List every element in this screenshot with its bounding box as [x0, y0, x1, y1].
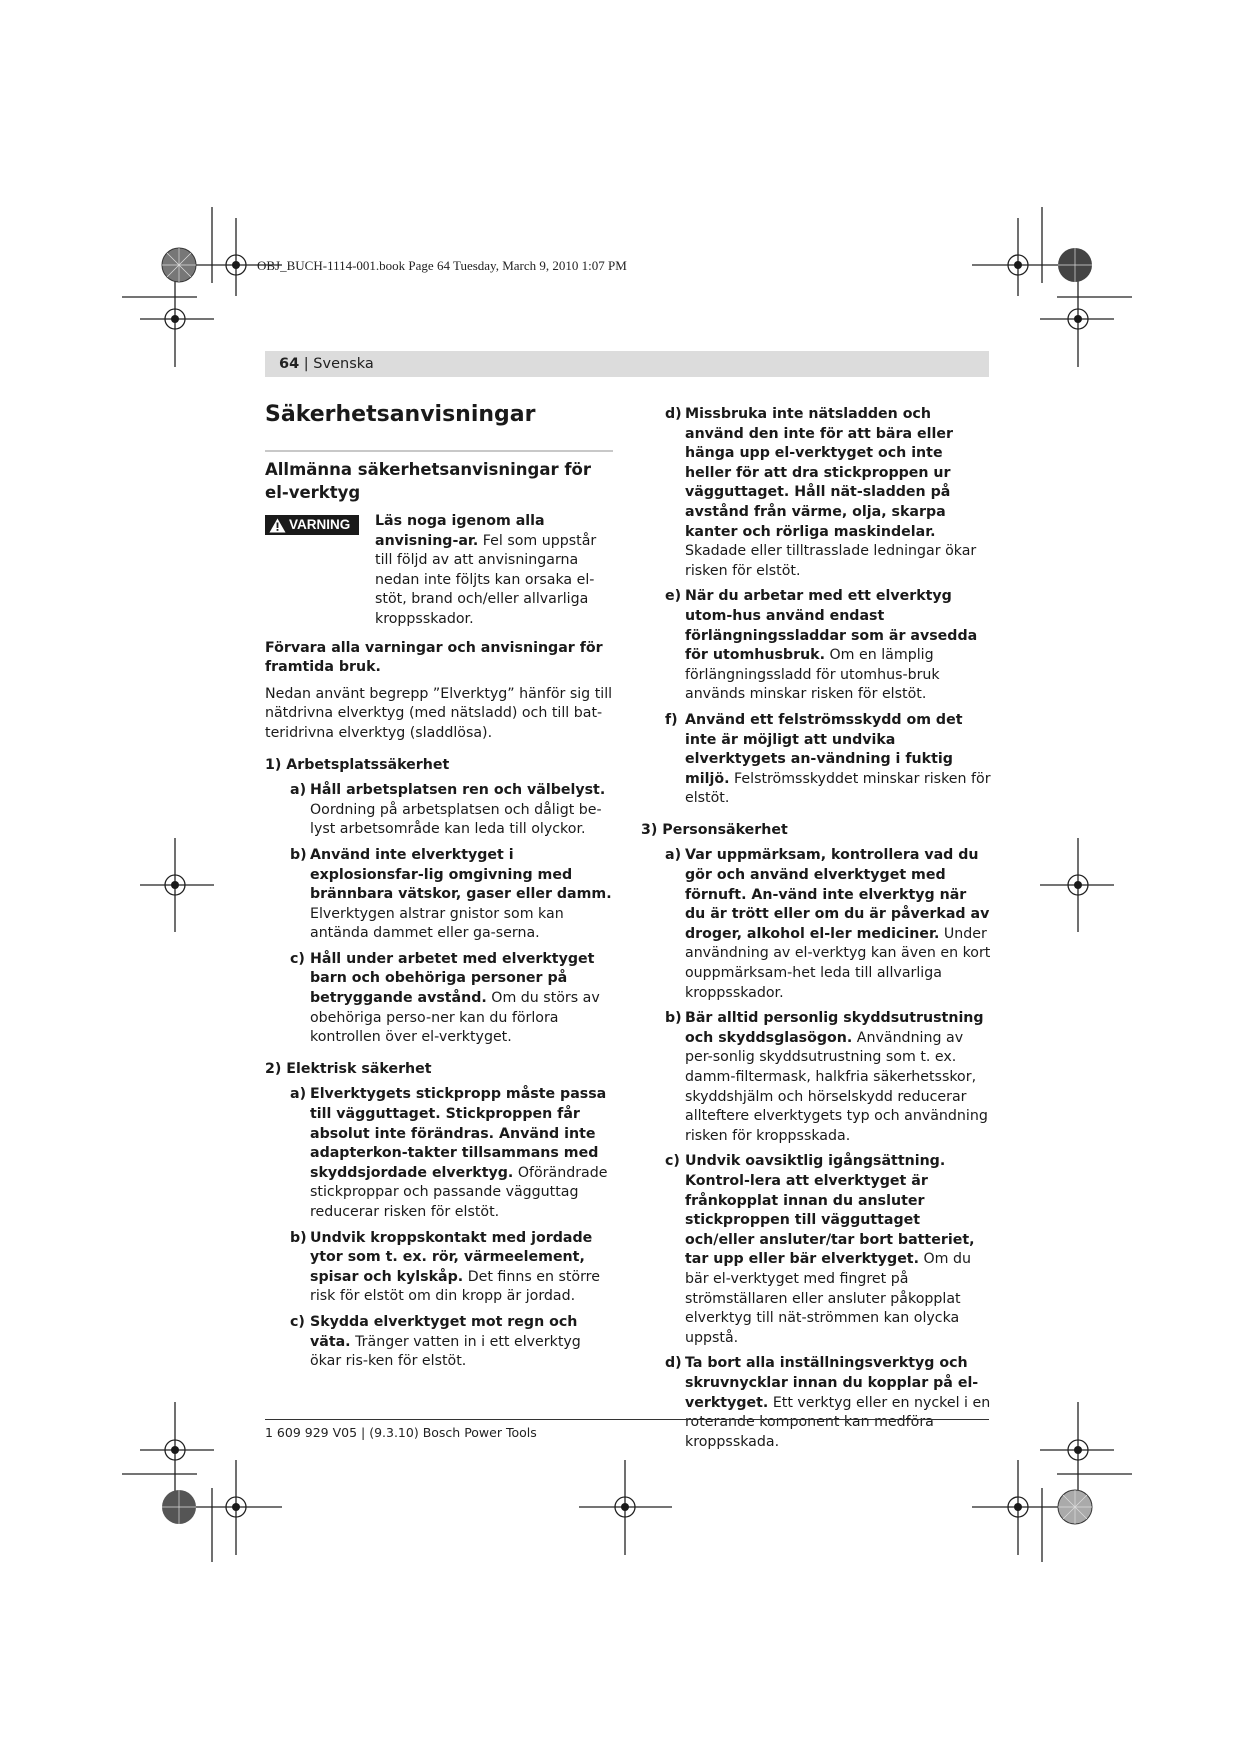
warning-bold: Läs noga igenom alla anvisning-ar. — [375, 513, 545, 549]
item-text: Tränger vatten in i ett elverktyg ökar ris-ken för elstöt. — [310, 1333, 581, 1370]
list-item — [641, 1009, 991, 1146]
list-item — [265, 1229, 615, 1307]
item-bold: Håll under arbetet med elverktyget barn och obehöriga personer på betryggande avstånd. — [310, 950, 595, 1007]
item-label: d) — [665, 406, 682, 422]
page-header-bar — [265, 351, 989, 377]
list-item — [265, 1085, 615, 1222]
item-label: c) — [290, 1313, 305, 1330]
item-bold: Använd ett felströmsskydd om det inte är möjligt att undvika elverktygets an-vändning i fuktig miljö. — [685, 711, 963, 787]
list-item — [265, 950, 615, 1048]
item-text: Oordning på arbetsplatsen och dåligt be-lyst arbetsområde kan leda till olyckor. — [310, 801, 602, 838]
item-text: Om du störs av obehöriga perso-ner kan du förlora kontrollen över el-verktyget. — [310, 990, 600, 1046]
item-label: e) — [665, 588, 682, 605]
definition-text: Nedan använt begrepp ”Elverktyg” hänför sig till nätdrivna elverktyg (med nätsladd) och till bat-teridrivna elverktyg (sladdlösa). — [265, 685, 613, 741]
page-header-text — [279, 356, 374, 372]
item-label: b) — [290, 846, 307, 863]
item-bold: Elverktygets stickpropp måste passa till vägguttaget. Stickproppen får absolut inte förändras. Använd inte adapterkon-takter tillsammans med skyddsjordade elverktyg. — [310, 1086, 607, 1181]
warning-block — [265, 512, 615, 630]
warning-badge — [265, 515, 359, 535]
page-title: Säkerhetsanvisningar — [265, 402, 536, 427]
warning-badge-label: VARNING — [289, 517, 351, 532]
item-bold: Undvik kroppskontakt med jordade ytor som t. ex. rör, värmeelement, spisar och kylskåp. — [310, 1229, 593, 1285]
item-text: Om du bär el-verktyget med fingret på strömställaren eller ansluter påkopplat elverktyg till nät-strömmen kan olycka uppstå. — [685, 1251, 971, 1346]
item-label: a) — [290, 1086, 307, 1103]
section-heading: 1) Arbetsplatssäkerhet — [265, 756, 450, 773]
item-label: a) — [665, 847, 682, 864]
item-text: Det finns en större risk för elstöt om din kropp är jordad. — [310, 1268, 600, 1305]
item-bold: Håll arbetsplatsen ren och välbelyst. — [310, 782, 606, 799]
list-item — [641, 405, 991, 581]
item-text: Felströmsskyddet minskar risken för elstöt. — [685, 770, 991, 807]
item-label: c) — [290, 950, 305, 967]
item-bold: Undvik oavsiktlig igångsättning. Kontrol-lera att elverktyget är frånkopplat innan du ansluter stickproppen till vägguttaget och/eller ansluter/tar bort batteriet, tar upp eller bär elverktyget. — [685, 1153, 975, 1268]
item-label: a) — [290, 782, 307, 799]
pdf-header-line: OBJ_BUCH-1114-001.book Page 64 Tuesday, March 9, 2010 1:07 PM — [257, 258, 627, 273]
item-bold: När du arbetar med ett elverktyg utom-hus använd endast förlängningssladdar som är avsedda för utomhusbruk. — [685, 588, 978, 664]
right-column — [641, 405, 991, 1458]
item-label: f) — [665, 711, 678, 728]
title-divider — [265, 450, 613, 452]
item-bold: Skydda elverktyget mot regn och väta. — [310, 1313, 578, 1350]
list-item — [641, 711, 991, 809]
item-text: Elverktygen alstrar gnistor som kan antända dammet eller ga-serna. — [310, 905, 564, 942]
list-item — [265, 781, 615, 840]
list-item — [641, 846, 991, 1003]
list-item — [265, 1313, 615, 1372]
warning-triangle-icon — [269, 518, 286, 533]
item-bold: Var uppmärksam, kontrollera vad du gör och använd elverktyget med förnuft. An-vänd inte elverktyg när du är trött eller om du är påverkad av droger, alkohol el-ler mediciner. — [685, 847, 990, 942]
item-bold: Missbruka inte nätsladden och använd den inte för att bära eller hänga upp el-verktyget och inte heller för att dra stickproppen ur vägguttaget. Håll nät-sladden på avstånd från värme, olja, skarpa kanter och rörliga maskindelar. — [685, 406, 953, 540]
header-language: Svenska — [313, 356, 374, 372]
item-text: Om en lämplig förlängningssladd för utomhus-bruk används minskar risken för elstöt. — [685, 647, 940, 703]
list-item — [641, 587, 991, 705]
item-bold: Ta bort alla inställningsverktyg och skruvnycklar innan du kopplar på el-verktyget. — [685, 1355, 979, 1411]
item-text: Under användning av el-verktyg kan även en kort ouppmärksam-het leda till allvarliga kroppsskador. — [685, 925, 991, 1001]
section-heading: 2) Elektrisk säkerhet — [265, 1060, 432, 1077]
item-label: b) — [290, 1229, 307, 1246]
left-column — [265, 400, 615, 1378]
item-text: Ett verktyg eller en nyckel i en roterande komponent kan medföra kroppsskada. — [685, 1394, 991, 1450]
page-footer: 1 609 929 V05 | (9.3.10) Bosch Power Tools — [265, 1425, 537, 1440]
header-separator: | — [299, 356, 314, 372]
warning-text: Fel som uppstår till följd av att anvisningarna nedan inte följts kan orsaka el-stöt, brand och/eller allvarliga kroppsskador. — [375, 532, 597, 627]
footer-divider — [265, 1419, 989, 1420]
section-subtitle: Allmänna säkerhetsanvisningar för el-verktyg — [265, 460, 591, 502]
item-text: Skadade eller tilltrasslade ledningar ökar risken för elstöt. — [685, 543, 977, 579]
section-heading: 3) Personsäkerhet — [641, 821, 788, 838]
list-item — [641, 1152, 991, 1348]
item-label: c) — [665, 1153, 680, 1170]
list-item — [265, 846, 615, 944]
page-number: 64 — [279, 356, 300, 372]
item-text: Användning av per-sonlig skyddsutrustning som t. ex. damm-filtermask, halkfria säkerhetsskor, skyddshjälm och hörselskydd reducerar allteftere elverktygets typ och användning risken för kroppsskada. — [685, 1029, 988, 1144]
item-label: d) — [665, 1355, 682, 1372]
item-bold: Använd inte elverktyget i explosionsfar-lig omgivning med brännbara vätskor, gaser eller damm. — [310, 846, 612, 903]
item-bold: Bär alltid personlig skyddsutrustning och skyddsglasögon. — [685, 1010, 984, 1046]
item-text: Oförändrade stickproppar och passande vägguttag reducerar risken för elstöt. — [310, 1164, 608, 1220]
list-item — [641, 1354, 991, 1452]
item-label: b) — [665, 1010, 682, 1027]
keep-instructions: Förvara alla varningar och anvisningar för framtida bruk. — [265, 639, 603, 676]
